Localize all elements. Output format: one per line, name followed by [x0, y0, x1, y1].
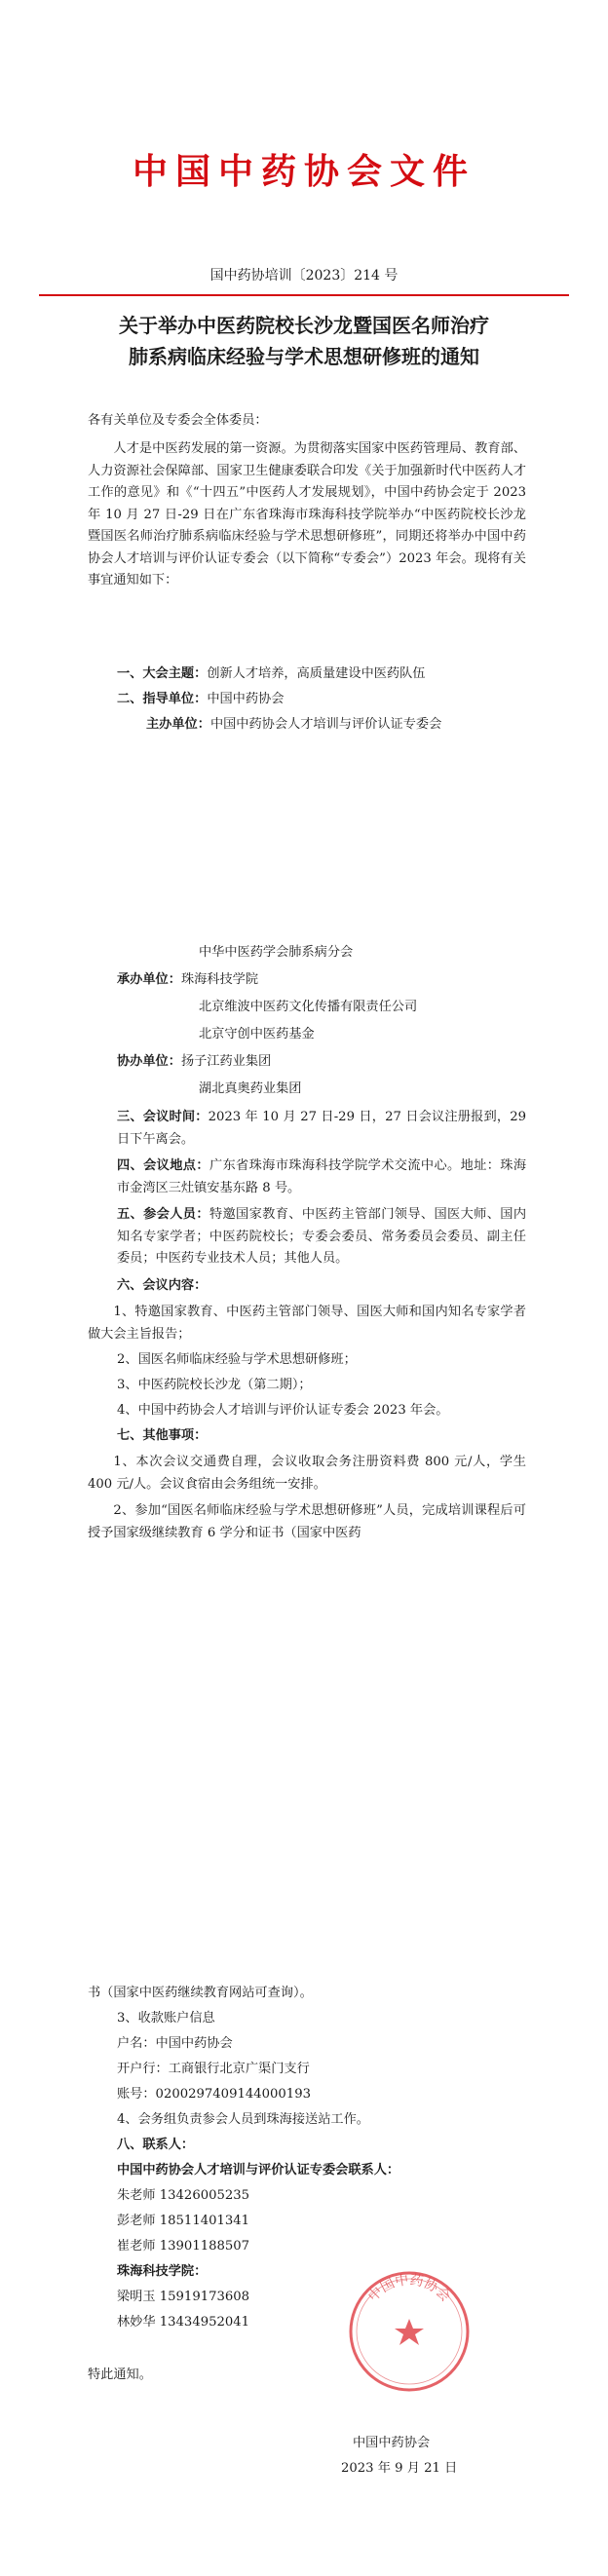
content-item-3: 3、中医药院校长沙龙（第二期）； [117, 1378, 312, 1392]
host-label: 主办单位： [146, 717, 210, 732]
contacts-group1-label: 中国中药协会人才培训与评价认证专委会联系人： [117, 2163, 400, 2178]
other-item-2: 2、参加“国医名师临床经验与学术思想研修班”人员，完成培训课程后可授予国家级继续教育 6 学分和证书（国家中医药 [88, 1503, 526, 1540]
organizer-item-2: 北京维波中医药文化传播有限责任公司 [199, 1000, 418, 1014]
theme-row [117, 664, 426, 684]
attendees-value: 特邀国家教育、中医药主管部门领导、国医大师、国内知名专家学者；中医药院校长；专委会委员、常务委员会委员、副主任委员；中医药专业技术人员；其他人员。 [117, 1207, 527, 1266]
contact-row: 崔老师 13901188507 [117, 2239, 250, 2254]
closing-text: 特此通知。 [88, 2368, 152, 2382]
contact-row: 朱老师 13426005235 [117, 2188, 250, 2203]
red-divider [39, 294, 569, 296]
official-seal [346, 2268, 473, 2395]
venue-value: 广东省珠海市珠海科技学院学术交流中心。地址：珠海市金湾区三灶镇安基东路 8 号。 [117, 1158, 527, 1195]
organizer-row [117, 970, 258, 990]
host-value: 中国中药协会人才培训与评价认证专委会 [209, 717, 442, 732]
guidance-row [117, 690, 284, 709]
signature-org: 中国中药协会 [353, 2436, 431, 2450]
organizer-label: 承办单位： [117, 972, 181, 987]
other-item-1: 1、本次会议交通费自理，会议收取会务注册资料费 800 元/人，学生 400 元/人。会议食宿由会务组统一安排。 [88, 1455, 526, 1492]
co-host: 中华中医药学会肺系病分会 [199, 945, 354, 960]
notice-title [39, 310, 569, 372]
intro-paragraph: 人才是中医药发展的第一资源。为贯彻落实国家中医药管理局、教育部、人力资源社会保障部、国家卫生健康委联合印发《关于加强新时代中医药人才工作的意见》和《“十四五”中医药人才发展规划》，中国中药协会定于 2023 年 10 月 27 日-29 日在广东省珠海市珠海科技学院举办“中医药院校长沙龙暨国医名师治疗肺系病临床经验与学术思想研修班”，同期还将举办中国中药协会人才培训与评价认证专委会（以下简称“专委会”）2023 年会。现将有关事宜通知如下： [88, 441, 526, 587]
cooperator-item-2: 湖北真奥药业集团 [199, 1081, 302, 1096]
cooperator-row [117, 1052, 271, 1072]
guidance-value: 中国中药协会 [207, 692, 285, 706]
content-item-4: 4、中国中药协会人才培训与评价认证专委会 2023 年会。 [117, 1403, 449, 1418]
page-gap-2 [0, 1701, 608, 1746]
cooperator-item-1: 扬子江药业集团 [180, 1054, 272, 1069]
attendees [117, 1204, 526, 1270]
doc-number: 国中药协培训〔2023〕214 号 [209, 268, 399, 284]
content-item-2: 2、国医名师临床经验与学术思想研修班； [117, 1352, 357, 1367]
page-3 [0, 1746, 608, 2576]
contact-row: 林妙华 13434952041 [117, 2315, 250, 2330]
host-row [146, 715, 441, 735]
contact-row: 彭老师 18511401341 [117, 2214, 250, 2228]
page-gap-1 [0, 828, 608, 873]
content-label: 六、会议内容： [117, 1278, 208, 1293]
contacts-label: 八、联系人： [117, 2138, 195, 2152]
page-1 [0, 0, 608, 828]
org-title: 中国中药协会文件 [132, 151, 475, 192]
meeting-time [117, 1107, 526, 1151]
other-item-3: 3、收款账户信息 [117, 2011, 215, 2026]
title-line-1: 关于举办中医药院校长沙龙暨国医名师治疗 [119, 314, 489, 337]
salutation: 各有关单位及专委会全体委员： [88, 413, 268, 428]
contact-row: 梁明玉 15919173608 [117, 2290, 250, 2304]
other-item-2-cont: 书（国家中医药继续教育网站可查询）。 [88, 1986, 313, 2000]
account-number: 账号：0200297409144000193 [117, 2087, 311, 2102]
signature-date: 2023 年 9 月 21 日 [341, 2461, 458, 2476]
theme-label: 一、大会主题： [117, 666, 208, 681]
organizer-item-3: 北京守创中医药基金 [199, 1027, 315, 1042]
bank-name: 开户行：工商银行北京广渠门支行 [117, 2062, 310, 2076]
meeting-time-value: 2023 年 10 月 27 日-29 日，27 日会议注册报到，29 日下午离会。 [117, 1110, 527, 1147]
contacts-group2-label: 珠海科技学院： [117, 2264, 208, 2279]
account-name: 户名：中国中药协会 [117, 2036, 233, 2051]
other-label: 七、其他事项： [117, 1428, 208, 1443]
other-item-4: 4、会务组负责参会人员到珠海接送站工作。 [117, 2112, 369, 2127]
content-item-1: 1、特邀国家教育、中医药主管部门领导、国医大师和国内知名专家学者做大会主旨报告； [88, 1305, 526, 1342]
attendees-label: 五、参会人员： [117, 1207, 209, 1222]
seal-star-icon [395, 2319, 424, 2345]
venue-label: 四、会议地点： [117, 1158, 209, 1173]
seal-text: 中国中药协会 [365, 2272, 453, 2305]
title-line-2: 肺系病临床经验与学术思想研修班的通知 [129, 345, 479, 368]
venue [117, 1155, 526, 1199]
guidance-label: 二、指导单位： [117, 692, 208, 706]
organizer-item-1: 珠海科技学院 [180, 972, 259, 987]
theme-value: 创新人才培养，高质量建设中医药队伍 [207, 666, 426, 681]
cooperator-label: 协办单位： [117, 1054, 181, 1069]
page-2 [0, 873, 608, 1701]
meeting-time-label: 三、会议时间： [117, 1110, 209, 1124]
